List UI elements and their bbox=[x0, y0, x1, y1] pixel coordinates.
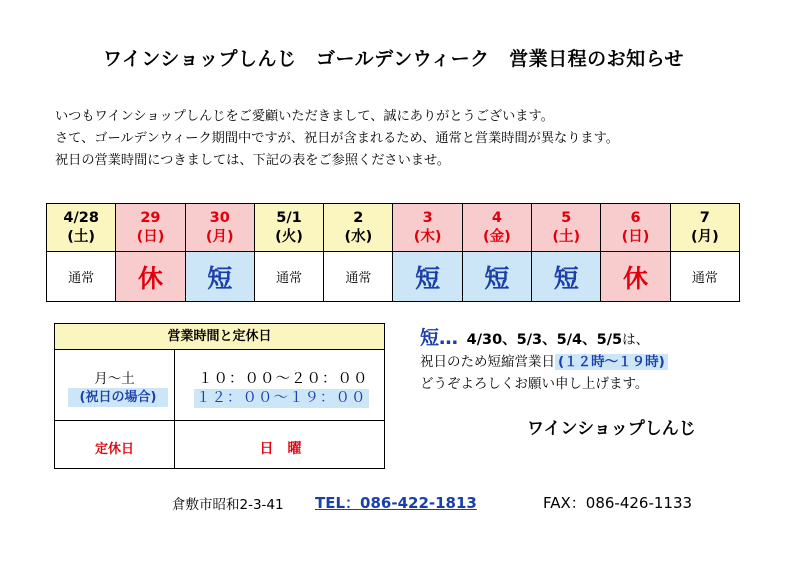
status-short-hours: 短 bbox=[532, 252, 601, 302]
note-line: どうぞよろしくお願い申し上げます。 bbox=[420, 376, 649, 392]
calendar-date-cell bbox=[601, 204, 670, 252]
note-line bbox=[420, 351, 668, 373]
weekday-label: (月) bbox=[205, 228, 234, 245]
weekday-label: (土) bbox=[67, 228, 96, 245]
calendar-status-row bbox=[47, 252, 740, 302]
holiday-label: (祝日の場合) bbox=[68, 388, 168, 407]
note-text: 祝日のため短縮営業日 bbox=[420, 354, 555, 370]
weekday-hours: １０：００～２０：００ bbox=[198, 371, 369, 387]
calendar-date-cell bbox=[185, 204, 254, 252]
status-normal: 通常 bbox=[324, 252, 393, 302]
calendar-date-cell bbox=[393, 204, 462, 252]
status-normal: 通常 bbox=[254, 252, 323, 302]
intro-line: いつもワインショップしんじをご愛顧いただきまして、誠にありがとうございます。 bbox=[55, 109, 554, 124]
date-label: 30 bbox=[209, 209, 230, 226]
calendar-date-cell bbox=[116, 204, 185, 252]
schedule-calendar bbox=[46, 203, 740, 302]
status-normal: 通常 bbox=[670, 252, 739, 302]
intro-line: 祝日の営業時間につきましては、下記の表をご参照くださいませ。 bbox=[55, 153, 450, 168]
date-label: 29 bbox=[140, 209, 161, 226]
weekday-label: (水) bbox=[344, 228, 373, 245]
date-label: 4 bbox=[491, 209, 502, 226]
footer-address: 倉敷市昭和2-3-41 bbox=[172, 497, 284, 513]
page-title: ワインショップしんじ ゴールデンウィーク 営業日程のお知らせ bbox=[102, 48, 685, 70]
footer-fax: FAX：086-426-1133 bbox=[543, 494, 693, 512]
calendar-date-row bbox=[47, 204, 740, 252]
date-label: 5 bbox=[561, 209, 572, 226]
short-hours-range: (１２時～１９時) bbox=[555, 354, 668, 370]
date-label: 4/28 bbox=[63, 209, 99, 226]
weekday-label: (火) bbox=[275, 228, 303, 245]
weekday-label: (木) bbox=[413, 228, 442, 245]
closed-day-label: 定休日 bbox=[94, 442, 134, 457]
shop-signature: ワインショップしんじ bbox=[527, 419, 696, 439]
calendar-date-cell bbox=[532, 204, 601, 252]
calendar-date-cell bbox=[324, 204, 393, 252]
note-line bbox=[420, 327, 668, 351]
status-normal: 通常 bbox=[47, 252, 116, 302]
short-hours-note bbox=[420, 327, 668, 395]
weekday-label: (土) bbox=[552, 228, 581, 245]
weekday-label: (日) bbox=[136, 228, 165, 245]
short-dates-suffix: は、 bbox=[622, 332, 650, 348]
weekday-label: (金) bbox=[483, 228, 511, 245]
weekday-label: (月) bbox=[690, 228, 719, 245]
footer-tel-link[interactable]: TEL：086-422-1813 bbox=[315, 494, 477, 512]
intro-line: さて、ゴールデンウィーク期間中ですが、祝日が含まれるため、通常と営業時間が異なります。 bbox=[55, 131, 619, 146]
status-short-hours: 短 bbox=[393, 252, 462, 302]
date-label: 5/1 bbox=[276, 209, 302, 226]
date-label: 3 bbox=[422, 209, 433, 226]
status-closed: 休 bbox=[116, 252, 185, 302]
holiday-hours: １２：００～１９：００ bbox=[196, 390, 367, 406]
status-short-hours: 短 bbox=[185, 252, 254, 302]
weekday-label: 月～土 bbox=[94, 371, 135, 387]
short-dates: 4/30、5/3、5/4、5/5 bbox=[466, 332, 623, 348]
short-mark: 短 bbox=[420, 327, 440, 349]
closed-day-value: 日 曜 bbox=[259, 441, 302, 457]
intro-text bbox=[55, 106, 619, 172]
calendar-date-cell bbox=[670, 204, 739, 252]
date-label: 6 bbox=[630, 209, 641, 226]
date-label: 2 bbox=[353, 209, 364, 226]
date-label: 7 bbox=[699, 209, 710, 226]
hours-table-heading: 営業時間と定休日 bbox=[55, 324, 384, 350]
status-short-hours: 短 bbox=[462, 252, 531, 302]
calendar-date-cell bbox=[462, 204, 531, 252]
business-hours-table bbox=[54, 323, 385, 469]
calendar-date-cell bbox=[254, 204, 323, 252]
status-closed: 休 bbox=[601, 252, 670, 302]
short-mark-suffix: … bbox=[439, 327, 459, 349]
hours-divider bbox=[55, 420, 384, 421]
calendar-date-cell bbox=[47, 204, 116, 252]
weekday-label: (日) bbox=[621, 228, 650, 245]
